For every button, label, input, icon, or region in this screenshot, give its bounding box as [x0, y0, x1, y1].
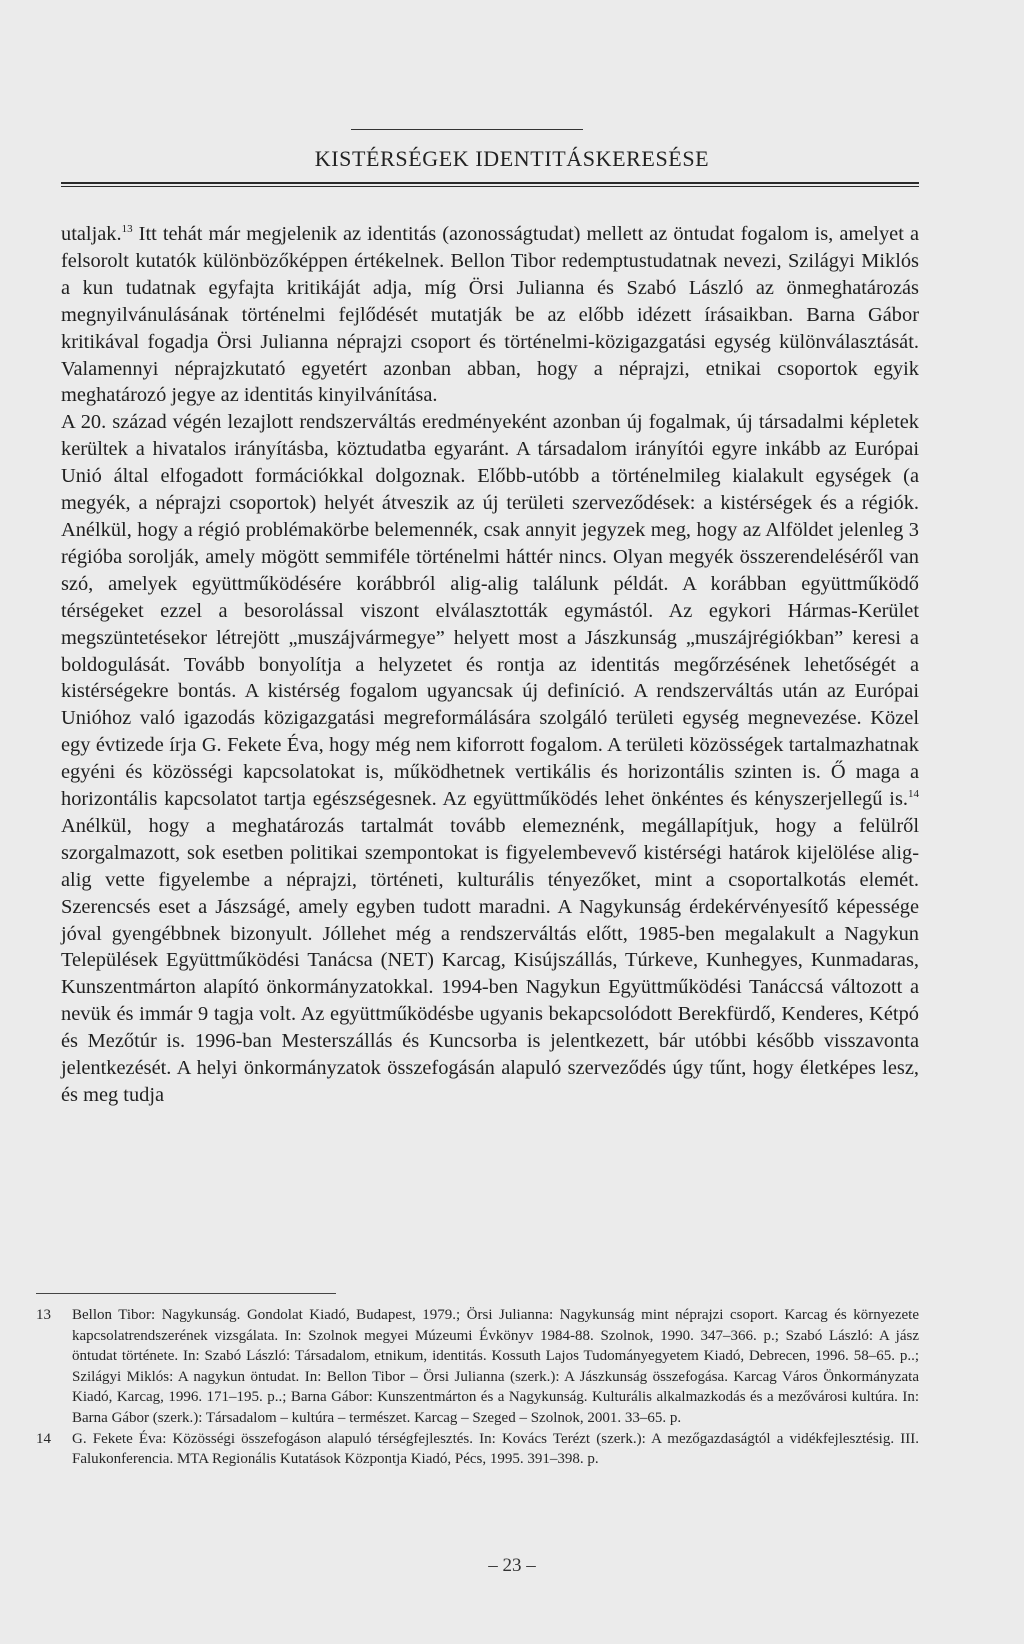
footnote-text: G. Fekete Éva: Közösségi összefogáson alapuló térségfejlesztés. In: Kovács Terézt (szerk.): A mezőgazdaságtól a vidékfejlesztésig. III. Falukonferencia. MTA Regionális Kutatások Központja Kiadó, Pécs, 1995. 391–398. p. — [72, 1430, 919, 1468]
footnote-rule — [36, 1293, 336, 1294]
paragraph-1-start: utaljak. — [61, 223, 122, 245]
paragraph-2 — [61, 409, 919, 1109]
running-head: KISTÉRSÉGEK IDENTITÁSKERESÉSE — [314, 146, 710, 171]
paragraph-2-text-a: A 20. század végén lezajlott rendszerváltás eredményeként azonban új fogalmak, új társadalmi képletek kerültek a hivatalos irányításba, köztudatba egyaránt. A társadalom irányítói egyre inkább az Európai Unió által elfogadott formációkkal dolgoznak. Előbb-utóbb a történelmileg kialakult egységek (a megyék, a néprajzi csoportok) helyét átveszik az új területi szerveződések: a kistérségek és a régiók. Anélkül, hogy a régió problémakörbe belemennék, csak annyit jegyzek meg, hogy az Alföldet jelenleg 3 régióba sorolják, amely mögött semmiféle történelmi háttér nincs. Olyan megyék összerendeléséről van szó, amelyek együttműködésére korábbról alig-alig találunk példát. A korábban együttműködő térségeket ezzel a besorolással viszont elválasztották egymástól. Az egykori Hármas-Kerület megszüntetésekor létrejött „muszájvármegye” helyett most a Jászkunság „muszájrégiókban” keresi a boldogulását. Tovább bonyolítja a helyzetet és rontja az identitás megőrzésének lehetőségét a kistérségekre bontás. A kistérség fogalom ugyancsak új definíció. A rendszerváltás után az Európai Unióhoz való igazodás közigazgatási megreformálására szolgáló területi egység megnevezése. Közel egy évtizede írja G. Fekete Éva, hogy még nem kiforrott fogalom. A területi közösségek tartalmazhatnak egyéni és közösségi kapcsolatokat is, működhetnek vertikális és horizontális szinten is. Ő maga a horizontális kapcsolatot tartja egészségesnek. Az együttműködés lehet önkéntes és kényszerjellegű is. — [61, 411, 919, 811]
header-rule-top — [351, 129, 583, 130]
footnote-number: 14 — [36, 1430, 51, 1447]
footnote-ref-13: 13 — [121, 223, 133, 236]
footnote-text: Bellon Tibor: Nagykunság. Gondolat Kiadó, Budapest, 1979.; Örsi Julianna: Nagykunság mint néprajzi csoport. Karcag és környezete kapcsolatrendszerének vizsgálata. In: Szolnok megyei Múzeumi Évkönyv 1984-88. Szolnok, 1990. 347–366. p.; Szabó László: A jász öntudat története. In: Szabó László: Társadalom, etnikum, identitás. Kossuth Lajos Tudományegyetem Kiadó, Debrecen, 1996. 58–65. p..; Szilágyi Miklós: A nagykun öntudat. In: Bellon Tibor – Örsi Julianna (szerk.): A Jászkunság összefogása. Karcag Város Önkormányzata Kiadó, Karcag, 1996. 171–195. p..; Barna Gábor: Kunszentmárton és a Nagykunság. Kulturális alkalmazkodás és a mezővárosi kultúra. In: Barna Gábor (szerk.): Társadalom – kultúra – természet. Karcag – Szeged – Szolnok, 2001. 33–65. p. — [72, 1307, 919, 1426]
footnote-ref-14: 14 — [908, 788, 919, 801]
paragraph-1-text: Itt tehát már megjelenik az identitás (azonosságtudat) mellett az öntudat fogalom is, amelyet a felsorolt kutatók különbözőképpen értékelnek. Bellon Tibor redemptustudatnak nevezi, Szilágyi Miklós a kun tudatnak egyfajta kritikáját adja, míg Örsi Julianna és Szabó László az önmeghatározás megnyilvánulásának történelmi fejlődését mutatják be az előbb idézett írásaikban. Barna Gábor kritikával fogadja Örsi Julianna néprajzi csoport és történelmi-közigazgatási egység különválasztását. Valamennyi néprajzkutató egyetért azonban abban, hogy a néprajzi, etnikai csoportok egyik meghatározó jegye az identitás kinyilvánítása. — [61, 223, 919, 407]
paragraph-1 — [61, 221, 919, 409]
footnote-14 — [36, 1429, 919, 1470]
header-rule-double — [61, 182, 919, 187]
footnote-13 — [36, 1305, 919, 1429]
page-number: – 23 – — [488, 1555, 536, 1576]
paragraph-2-text-b: Anélkül, hogy a meghatározás tartalmát tovább elemeznénk, megállapítjuk, hogy a felülről szorgalmazott, sok esetben politikai szempontokat is figyelembevevő kistérségi határok kijelölése alig-alig vette figyelembe a néprajzi, történeti, kulturális tényezőket, mint a csoportalkotás elemét. Szerencsés eset a Jászságé, amely egyben tudott maradni. A Nagykunság érdekérvényesítő képessége jóval gyengébbnek bizonyult. Jóllehet még a rendszerváltás előtt, 1985-ben megalakult a Nagykun Települések Együttműködési Tanácsa (NET) Karcag, Kisújszállás, Túrkeve, Kunhegyes, Kunmadaras, Kunszentmárton alapító önkormányzatokkal. 1994-ben Nagykun Együttműködési Tanáccsá változott a nevük és immár 9 tagja volt. Az együttműködésbe ugyanis bekapcsolódott Berekfürdő, Kenderes, Kétpó és Mezőtúr is. 1996-ban Mesterszállás és Kuncsorba is jelentkezett, bár utóbbi később visszavonta jelentkezését. A helyi önkormányzatok összefogásán alapuló szerveződés úgy tűnt, hogy életképes lesz, és meg tudja — [61, 814, 919, 1106]
footnotes — [36, 1305, 919, 1470]
footnote-number: 13 — [36, 1307, 51, 1323]
body-text — [61, 221, 919, 1109]
